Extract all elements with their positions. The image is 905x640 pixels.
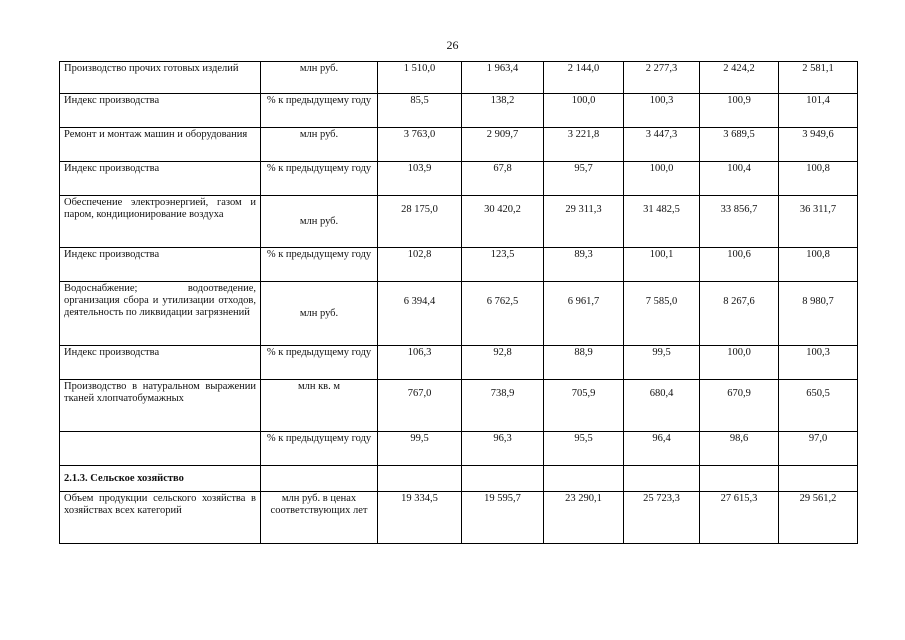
row-name: Объем продукции сельского хозяйства в хозяйствах всех категорий [60,492,261,544]
table-row [60,94,858,128]
empty-cell [378,466,462,492]
row-name: Ремонт и монтаж машин и оборудования [60,128,261,162]
statistics-table [59,61,858,544]
value-cell: 100,0 [544,94,624,128]
value-cell: 100,1 [624,248,700,282]
value-cell: 3 949,6 [779,128,858,162]
page-number: 26 [446,38,459,52]
value-cell: 3 447,3 [624,128,700,162]
value-cell: 705,9 [544,380,624,432]
value-cell: 96,3 [462,432,544,466]
value-cell: 3 763,0 [378,128,462,162]
row-unit: млн руб. [261,62,378,94]
value-cell: 92,8 [462,346,544,380]
value-cell: 19 595,7 [462,492,544,544]
value-cell: 767,0 [378,380,462,432]
table-row [60,248,858,282]
value-cell: 8 980,7 [779,282,858,346]
table-row [60,282,858,346]
value-cell: 2 581,1 [779,62,858,94]
value-cell: 27 615,3 [700,492,779,544]
value-cell: 670,9 [700,380,779,432]
value-cell: 3 221,8 [544,128,624,162]
value-cell: 100,4 [700,162,779,196]
value-cell: 101,4 [779,94,858,128]
value-cell: 738,9 [462,380,544,432]
value-cell: 23 290,1 [544,492,624,544]
value-cell: 99,5 [378,432,462,466]
empty-cell [700,466,779,492]
row-unit: млн кв. м [261,380,378,432]
table-row [60,492,858,544]
value-cell: 100,0 [624,162,700,196]
table-row [60,346,858,380]
value-cell: 95,5 [544,432,624,466]
section-row [60,466,858,492]
row-unit: % к предыдущему году [261,248,378,282]
value-cell: 3 689,5 [700,128,779,162]
value-cell: 1 510,0 [378,62,462,94]
empty-cell [779,466,858,492]
value-cell: 102,8 [378,248,462,282]
empty-cell [462,466,544,492]
value-cell: 2 277,3 [624,62,700,94]
value-cell: 100,3 [624,94,700,128]
value-cell: 96,4 [624,432,700,466]
table-row [60,162,858,196]
value-cell: 6 762,5 [462,282,544,346]
empty-cell [544,466,624,492]
value-cell: 106,3 [378,346,462,380]
row-unit: млн руб. [261,282,378,346]
value-cell: 2 144,0 [544,62,624,94]
value-cell: 138,2 [462,94,544,128]
value-cell: 6 394,4 [378,282,462,346]
value-cell: 2 909,7 [462,128,544,162]
value-cell: 95,7 [544,162,624,196]
value-cell: 97,0 [779,432,858,466]
row-name: Водоснабжение; водоотведение, организация сбора и утилизации отходов, деятельность по ликвидации загрязнений [60,282,261,346]
row-unit: млн руб. [261,196,378,248]
value-cell: 2 424,2 [700,62,779,94]
value-cell: 99,5 [624,346,700,380]
row-name: Индекс производства [60,248,261,282]
value-cell: 98,6 [700,432,779,466]
empty-cell [261,466,378,492]
value-cell: 100,0 [700,346,779,380]
row-name: Индекс производства [60,162,261,196]
value-cell: 8 267,6 [700,282,779,346]
row-unit: % к предыдущему году [261,94,378,128]
table-row [60,196,858,248]
value-cell: 100,8 [779,162,858,196]
value-cell: 100,9 [700,94,779,128]
value-cell: 100,3 [779,346,858,380]
value-cell: 650,5 [779,380,858,432]
row-name: Обеспечение электроэнергией, газом и паром, кондиционирование воздуха [60,196,261,248]
value-cell: 7 585,0 [624,282,700,346]
value-cell: 19 334,5 [378,492,462,544]
table-row [60,128,858,162]
row-name: Индекс производства [60,346,261,380]
value-cell: 89,3 [544,248,624,282]
value-cell: 67,8 [462,162,544,196]
row-name: Индекс производства [60,94,261,128]
empty-cell [624,466,700,492]
value-cell: 29 311,3 [544,196,624,248]
row-name [60,432,261,466]
value-cell: 30 420,2 [462,196,544,248]
value-cell: 25 723,3 [624,492,700,544]
row-unit: % к предыдущему году [261,162,378,196]
value-cell: 88,9 [544,346,624,380]
table-row [60,380,858,432]
row-name: Производство прочих готовых изделий [60,62,261,94]
section-heading: 2.1.3. Сельское хозяйство [60,466,261,492]
value-cell: 1 963,4 [462,62,544,94]
value-cell: 85,5 [378,94,462,128]
value-cell: 29 561,2 [779,492,858,544]
row-name: Производство в натуральном выражении тканей хлопчатобумажных [60,380,261,432]
row-unit: млн руб. в ценах соответствующих лет [261,492,378,544]
value-cell: 31 482,5 [624,196,700,248]
value-cell: 28 175,0 [378,196,462,248]
value-cell: 100,8 [779,248,858,282]
row-unit: % к предыдущему году [261,432,378,466]
row-unit: % к предыдущему году [261,346,378,380]
value-cell: 123,5 [462,248,544,282]
table-row [60,62,858,94]
value-cell: 103,9 [378,162,462,196]
value-cell: 6 961,7 [544,282,624,346]
value-cell: 680,4 [624,380,700,432]
value-cell: 36 311,7 [779,196,858,248]
table-row [60,432,858,466]
value-cell: 100,6 [700,248,779,282]
row-unit: млн руб. [261,128,378,162]
value-cell: 33 856,7 [700,196,779,248]
